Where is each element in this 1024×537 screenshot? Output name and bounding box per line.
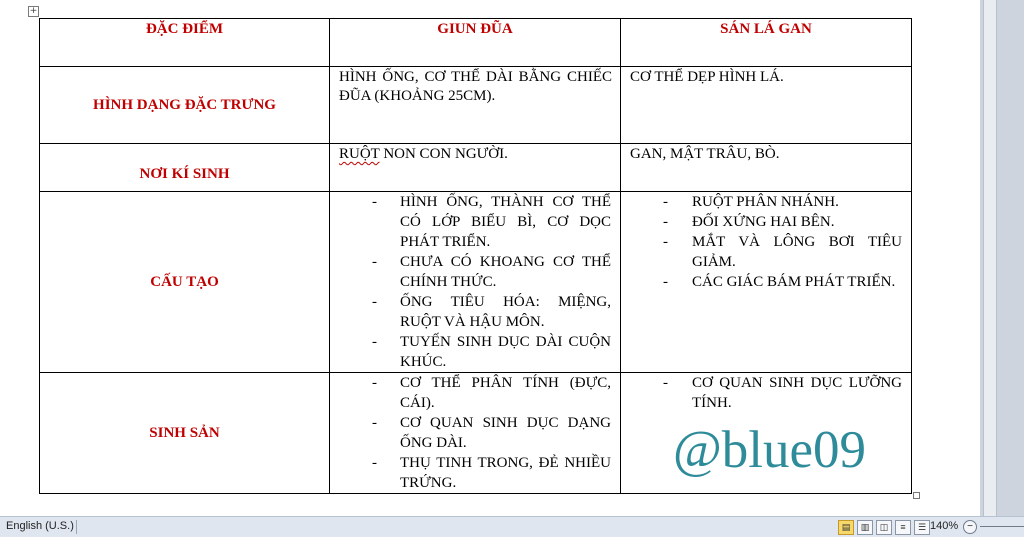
list-item: - MẮT VÀ LÔNG BƠI TIÊU GIẢM.: [621, 232, 911, 272]
print-layout-view-icon[interactable]: ▤: [838, 520, 854, 535]
header-cell-feature[interactable]: ĐẶC ĐIỂM: [40, 19, 330, 67]
row-label-habitat[interactable]: NƠI KÍ SINH: [40, 144, 330, 192]
structure-giun-dua-list: [330, 192, 620, 372]
table-row-habitat: [40, 144, 912, 192]
list-item: - CƠ QUAN SINH DỤC DẠNG ỐNG DÀI.: [330, 413, 620, 453]
cell-shape-giun-dua[interactable]: HÌNH ỐNG, CƠ THỂ DÀI BẰNG CHIẾC ĐŨA (KHOẢNG 25CM).: [330, 67, 621, 144]
reproduction-san-la-gan-list: [621, 373, 911, 413]
row-label-structure[interactable]: CẤU TẠO: [40, 192, 330, 373]
list-item: - ỐNG TIÊU HÓA: MIỆNG, RUỘT VÀ HẬU MÔN.: [330, 292, 620, 332]
list-item: - THỤ TINH TRONG, ĐẺ NHIỀU TRỨNG.: [330, 453, 620, 493]
view-buttons: [838, 520, 930, 535]
table-row-shape: [40, 67, 912, 144]
vertical-scrollbar[interactable]: [980, 0, 1024, 516]
zoom-slider[interactable]: [980, 526, 1024, 527]
table-header-row: [40, 19, 912, 67]
table-row-structure: [40, 192, 912, 373]
watermark-text: @blue09: [673, 421, 867, 479]
list-item: - CHƯA CÓ KHOANG CƠ THỂ CHÍNH THỨC.: [330, 252, 620, 292]
structure-san-la-gan-list: [621, 192, 911, 292]
cell-reproduction-giun-dua[interactable]: [330, 373, 621, 494]
reproduction-giun-dua-list: [330, 373, 620, 493]
list-item: - RUỘT PHÂN NHÁNH.: [621, 192, 911, 212]
row-label-shape[interactable]: HÌNH DẠNG ĐẶC TRƯNG: [40, 67, 330, 144]
list-item: - CƠ QUAN SINH DỤC LƯỠNG TÍNH.: [621, 373, 911, 413]
header-cell-san-la-gan[interactable]: SÁN LÁ GAN: [621, 19, 912, 67]
outline-view-icon[interactable]: ≡: [895, 520, 911, 535]
cell-shape-san-la-gan[interactable]: CƠ THỂ DẸP HÌNH LÁ.: [621, 67, 912, 144]
table-resize-handle[interactable]: [913, 492, 920, 499]
list-item: - TUYẾN SINH DỤC DÀI CUỘN KHÚC.: [330, 332, 620, 372]
cell-structure-san-la-gan[interactable]: [621, 192, 912, 373]
list-item: - HÌNH ỐNG, THÀNH CƠ THỂ CÓ LỚP BIỂU BÌ, CƠ DỌC PHÁT TRIỂN.: [330, 192, 620, 252]
full-screen-reading-view-icon[interactable]: ▥: [857, 520, 873, 535]
scrollbar-thumb[interactable]: [983, 0, 997, 516]
header-cell-giun-dua[interactable]: GIUN ĐŨA: [330, 19, 621, 67]
habitat-giun-dua-text: NON CON NGƯỜI.: [379, 146, 508, 162]
web-layout-view-icon[interactable]: ◫: [876, 520, 892, 535]
table-move-handle-icon[interactable]: +: [29, 6, 38, 16]
language-indicator[interactable]: English (U.S.): [6, 520, 74, 532]
cell-habitat-giun-dua[interactable]: [330, 144, 621, 192]
status-bar: [0, 516, 1024, 537]
status-separator: [76, 520, 77, 534]
list-item: - ĐỐI XỨNG HAI BÊN.: [621, 212, 911, 232]
cell-habitat-san-la-gan[interactable]: GAN, MẬT TRÂU, BÒ.: [621, 144, 912, 192]
zoom-level[interactable]: 140%: [930, 520, 959, 532]
list-item: - CƠ THỂ PHÂN TÍNH (ĐỰC, CÁI).: [330, 373, 620, 413]
zoom-out-icon[interactable]: −: [963, 520, 977, 534]
draft-view-icon[interactable]: ☰: [914, 520, 930, 535]
row-label-reproduction[interactable]: SINH SẢN: [40, 373, 330, 494]
spellcheck-word: RUỘT: [339, 146, 380, 162]
list-item: - CÁC GIÁC BÁM PHÁT TRIỂN.: [621, 272, 911, 292]
cell-structure-giun-dua[interactable]: [330, 192, 621, 373]
